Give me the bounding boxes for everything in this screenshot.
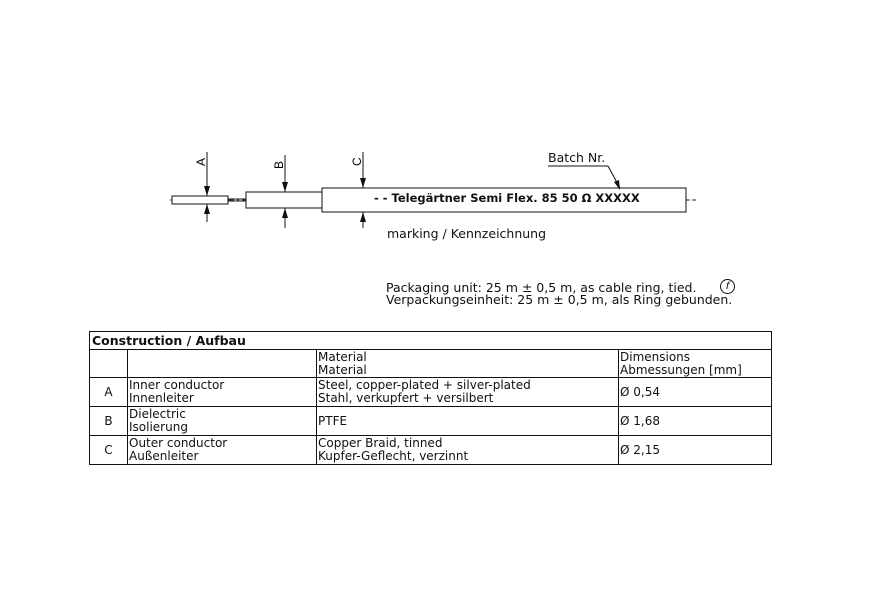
row-material: Steel, copper-plated + silver-plated Stahl, verkupfert + versilbert [317, 378, 619, 407]
table-row [90, 407, 772, 436]
packaging-line-de: Verpackungseinheit: 25 m ± 0,5 m, als Ring gebunden. [386, 292, 733, 307]
batch-leader [548, 166, 620, 190]
row-key: B [90, 407, 128, 436]
marking-caption: marking / Kennzeichnung [387, 226, 547, 241]
header-material: Material Material [317, 350, 619, 378]
construction-table [89, 331, 772, 465]
row-part: Outer conductor Außenleiter [128, 436, 317, 465]
dimension-label-b: B [272, 160, 286, 169]
header-key-cell [90, 350, 128, 378]
table-title-row [90, 332, 772, 350]
row-material: Copper Braid, tinned Kupfer-Geflecht, verzinnt [317, 436, 619, 465]
header-part-cell [128, 350, 317, 378]
row-part: Inner conductor Innenleiter [128, 378, 317, 407]
row-part: Dielectric Isolierung [128, 407, 317, 436]
row-key: C [90, 436, 128, 465]
row-material: PTFE [317, 407, 619, 436]
row-key: A [90, 378, 128, 407]
batch-number-label: Batch Nr. [548, 150, 606, 165]
table-row [90, 378, 772, 407]
table-header-row [90, 350, 772, 378]
row-dimension: Ø 0,54 [619, 378, 772, 407]
row-dimension: Ø 2,15 [619, 436, 772, 465]
cable-marking-text: - - Telegärtner Semi Flex. 85 50 Ω XXXXX [374, 191, 640, 205]
dimension-label-a: A [194, 157, 208, 166]
header-dimensions: Dimensions Abmessungen [mm] [619, 350, 772, 378]
row-dimension: Ø 1,68 [619, 407, 772, 436]
table-title: Construction / Aufbau [90, 332, 772, 350]
inner-conductor-shape [172, 196, 228, 204]
dimension-a [194, 152, 210, 222]
table-row [90, 436, 772, 465]
dielectric-shape [246, 192, 322, 208]
info-symbol-icon: f [720, 279, 735, 294]
dimension-label-c: C [350, 157, 364, 166]
packaging-line-en: Packaging unit: 25 m ± 0,5 m, as cable ring, tied. [386, 280, 697, 295]
